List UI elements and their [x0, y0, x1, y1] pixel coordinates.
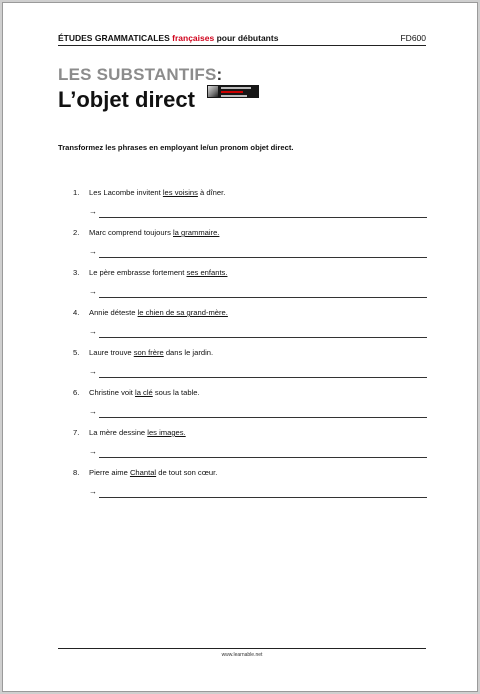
exercise-item — [73, 468, 427, 508]
sentence-start: Marc comprend toujours — [89, 228, 173, 237]
exercise-number: 6. — [73, 388, 80, 397]
header-title-suffix: pour débutants — [216, 33, 279, 43]
direct-object: Chantal — [129, 468, 157, 477]
header-title-red: françaises — [172, 33, 215, 43]
answer-line[interactable] — [99, 457, 427, 458]
sentence-end: de tout son cœur. — [156, 468, 218, 477]
publisher-logo — [207, 85, 259, 98]
exercise-number: 3. — [73, 268, 80, 277]
sentence-end: à dîner. — [197, 188, 226, 197]
direct-object: ses enfants. — [186, 268, 228, 277]
arrow-icon: → — [89, 207, 97, 216]
exercise-item — [73, 268, 427, 308]
arrow-icon: → — [89, 287, 97, 296]
arrow-icon: → — [89, 327, 97, 336]
exercise-item — [73, 188, 427, 228]
exercise-number: 8. — [73, 468, 80, 477]
sentence-start: Pierre aime — [89, 468, 130, 477]
answer-field[interactable] — [89, 207, 427, 219]
exercise-item — [73, 348, 427, 388]
exercise-sentence — [73, 388, 200, 397]
answer-field[interactable] — [89, 247, 427, 259]
sentence-start: La mère dessine — [89, 428, 148, 437]
answer-line[interactable] — [99, 417, 427, 418]
title-category — [58, 65, 222, 85]
page-header — [58, 33, 426, 46]
direct-object: les voisins — [162, 188, 198, 197]
exercise-number: 5. — [73, 348, 80, 357]
answer-line[interactable] — [99, 217, 427, 218]
answer-field[interactable] — [89, 447, 427, 459]
direct-object: le chien de sa grand-mère. — [137, 308, 228, 317]
header-code: FD600 — [400, 33, 426, 43]
exercise-number: 1. — [73, 188, 80, 197]
instructions: Transformez les phrases en employant le/un pronom objet direct. — [58, 143, 294, 152]
arrow-icon: → — [89, 407, 97, 416]
arrow-icon: → — [89, 447, 97, 456]
arrow-icon: → — [89, 367, 97, 376]
sentence-start: Les Lacombe invitent — [89, 188, 163, 197]
exercise-sentence — [73, 188, 225, 197]
exercise-sentence — [73, 268, 227, 277]
exercise-item — [73, 428, 427, 468]
sentence-start: Le père embrasse fortement — [89, 268, 187, 277]
answer-line[interactable] — [99, 337, 427, 338]
exercise-sentence — [73, 228, 219, 237]
answer-field[interactable] — [89, 487, 427, 499]
exercise-number: 4. — [73, 308, 80, 317]
worksheet-page — [2, 2, 478, 692]
answer-line[interactable] — [99, 377, 427, 378]
exercise-item — [73, 228, 427, 268]
page-title: L’objet direct — [58, 87, 195, 112]
footer-url: www.learnable.net — [221, 652, 263, 658]
header-title-prefix: ÉTUDES GRAMMATICALES — [58, 33, 170, 43]
exercise-list — [73, 188, 427, 508]
exercise-sentence — [73, 428, 186, 437]
footer-divider — [58, 648, 426, 649]
answer-field[interactable] — [89, 287, 427, 299]
exercise-number: 2. — [73, 228, 80, 237]
exercise-number: 7. — [73, 428, 80, 437]
answer-field[interactable] — [89, 367, 427, 379]
answer-field[interactable] — [89, 327, 427, 339]
exercise-sentence — [73, 348, 213, 357]
direct-object: la grammaire. — [173, 228, 220, 237]
direct-object: la clé — [135, 388, 153, 397]
exercise-item — [73, 388, 427, 428]
arrow-icon: → — [89, 487, 97, 496]
sentence-end: sous la table. — [152, 388, 200, 397]
title-category-text: LES SUBSTANTIFS — [58, 65, 217, 84]
sentence-end: dans le jardin. — [163, 348, 214, 357]
logo-mark-icon — [208, 86, 218, 97]
answer-line[interactable] — [99, 497, 427, 498]
answer-field[interactable] — [89, 407, 427, 419]
sentence-start: Laure trouve — [89, 348, 134, 357]
header-title — [58, 33, 278, 43]
exercise-sentence — [73, 468, 217, 477]
sentence-start: Christine voit — [89, 388, 136, 397]
direct-object: son frère — [133, 348, 164, 357]
exercise-item — [73, 308, 427, 348]
title-colon: : — [216, 65, 223, 84]
arrow-icon: → — [89, 247, 97, 256]
direct-object: les images. — [147, 428, 186, 437]
answer-line[interactable] — [99, 257, 427, 258]
sentence-start: Annie déteste — [89, 308, 138, 317]
answer-line[interactable] — [99, 297, 427, 298]
exercise-sentence — [73, 308, 228, 317]
